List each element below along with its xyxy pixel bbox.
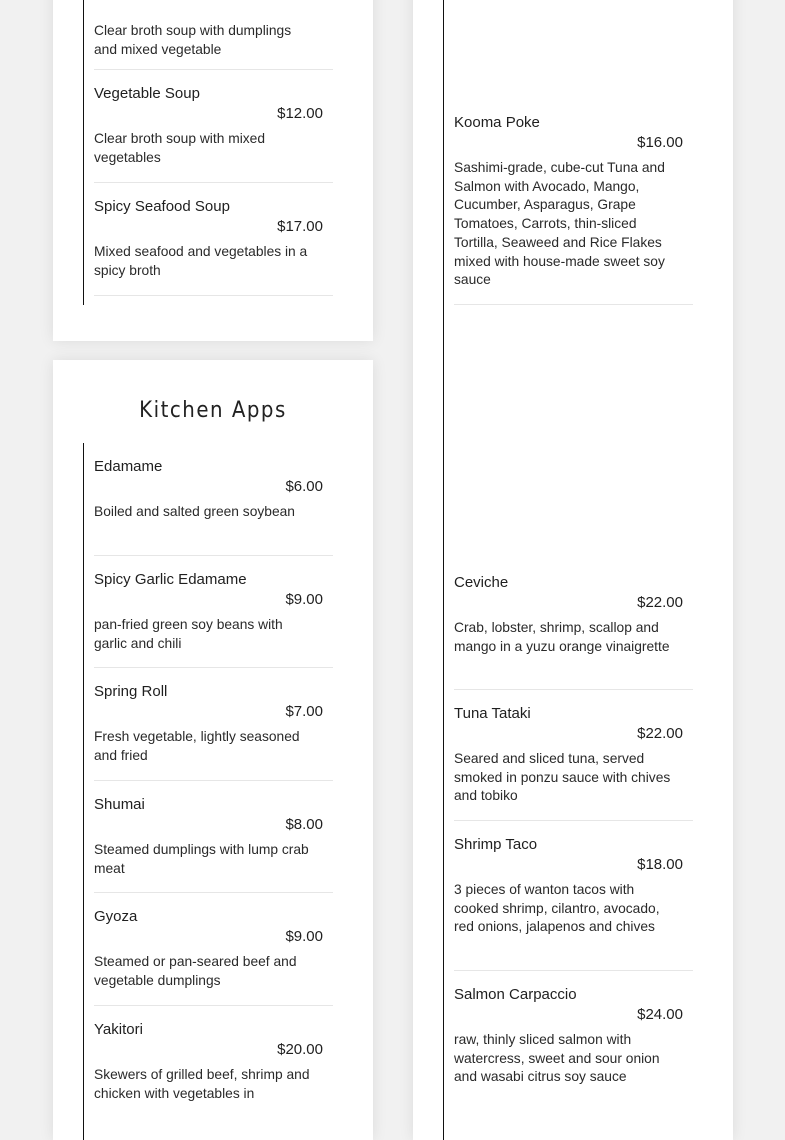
menu-item bbox=[454, 836, 693, 971]
menu-item bbox=[454, 705, 693, 821]
soups-menu-card bbox=[53, 0, 373, 341]
menu-item-name: Tuna Tataki bbox=[454, 705, 531, 722]
menu-item-price: $20.00 bbox=[277, 1041, 323, 1058]
menu-item-price: $24.00 bbox=[637, 1006, 683, 1023]
menu-item bbox=[94, 198, 333, 296]
menu-item bbox=[94, 1021, 333, 1131]
menu-item-name: Edamame bbox=[94, 458, 163, 475]
menu-item-name: Shumai bbox=[94, 796, 145, 813]
section-divider-line bbox=[83, 443, 84, 1140]
menu-item-name: Spicy Garlic Edamame bbox=[94, 571, 247, 588]
menu-item-price: $22.00 bbox=[637, 594, 683, 611]
menu-item-description: raw, thinly sliced salmon with watercress, sweet and sour onion and wasabi citrus soy sauce bbox=[454, 1032, 660, 1085]
menu-item-description: Skewers of grilled beef, shrimp and chicken with vegetables in bbox=[94, 1067, 310, 1101]
menu-item-description: Crab, lobster, shrimp, scallop and mango in a yuzu orange vinaigrette bbox=[454, 620, 670, 654]
menu-item-price: $16.00 bbox=[637, 134, 683, 151]
menu-item bbox=[94, 571, 333, 668]
menu-item-price: $9.00 bbox=[285, 591, 323, 608]
menu-item-price: $6.00 bbox=[285, 478, 323, 495]
menu-item-description: 3 pieces of wanton tacos with cooked shrimp, cilantro, avocado, red onions, jalapenos and chives bbox=[454, 882, 660, 935]
menu-item-price: $8.00 bbox=[285, 816, 323, 833]
menu-item-price: $17.00 bbox=[277, 218, 323, 235]
menu-item bbox=[94, 683, 333, 781]
menu-item-description: Clear broth soup with dumplings and mixed vegetable bbox=[94, 23, 292, 57]
menu-item-description: Mixed seafood and vegetables in a spicy broth bbox=[94, 244, 308, 278]
menu-item-name: Shrimp Taco bbox=[454, 836, 538, 853]
menu-item bbox=[94, 458, 333, 556]
menu-item-price: $12.00 bbox=[277, 105, 323, 122]
menu-item-name: Yakitori bbox=[94, 1021, 143, 1038]
section-title: Kitchen Apps bbox=[139, 398, 287, 423]
menu-item-name: Spring Roll bbox=[94, 683, 168, 700]
menu-item bbox=[94, 796, 333, 893]
section-divider-line bbox=[83, 0, 84, 305]
kitchen-apps-menu-card bbox=[53, 360, 373, 1140]
menu-item-name: Ceviche bbox=[454, 574, 509, 591]
menu-item-description: Sashimi-grade, cube-cut Tuna and Salmon with Avocado, Mango, Cucumber, Asparagus, Grape Tomatoes, Carrots, thin-sliced Tortilla, Seaweed and Rice Flakes mixed with house-made sweet soy sauce bbox=[454, 160, 665, 288]
menu-item bbox=[94, 0, 333, 70]
menu-item-description: Fresh vegetable, lightly seasoned and fried bbox=[94, 729, 300, 763]
menu-item-name: Vegetable Soup bbox=[94, 85, 200, 102]
menu-item bbox=[94, 908, 333, 1006]
menu-item-name: Salmon Carpaccio bbox=[454, 986, 577, 1003]
menu-item-name: Gyoza bbox=[94, 908, 138, 925]
section-divider-line bbox=[443, 0, 444, 1140]
menu-item-description: Clear broth soup with mixed vegetables bbox=[94, 131, 266, 165]
raw-dishes-menu-card bbox=[413, 0, 733, 1140]
menu-item-description: pan-fried green soy beans with garlic and chili bbox=[94, 617, 283, 651]
menu-item-price: $7.00 bbox=[285, 703, 323, 720]
menu-item-price: $22.00 bbox=[637, 725, 683, 742]
menu-item-description: Seared and sliced tuna, served smoked in ponzu sauce with chives and tobiko bbox=[454, 751, 671, 804]
menu-item-price: $9.00 bbox=[285, 928, 323, 945]
menu-item-description: Steamed or pan-seared beef and vegetable dumplings bbox=[94, 954, 297, 988]
menu-item-name: Kooma Poke bbox=[454, 114, 540, 131]
menu-item bbox=[454, 114, 693, 305]
menu-item-price: $18.00 bbox=[637, 856, 683, 873]
menu-item bbox=[454, 574, 693, 690]
menu-item bbox=[94, 85, 333, 183]
menu-item bbox=[454, 986, 693, 1120]
menu-item-description: Boiled and salted green soybean bbox=[94, 504, 295, 519]
menu-item-name: Spicy Seafood Soup bbox=[94, 198, 230, 215]
menu-item-description: Steamed dumplings with lump crab meat bbox=[94, 842, 309, 876]
